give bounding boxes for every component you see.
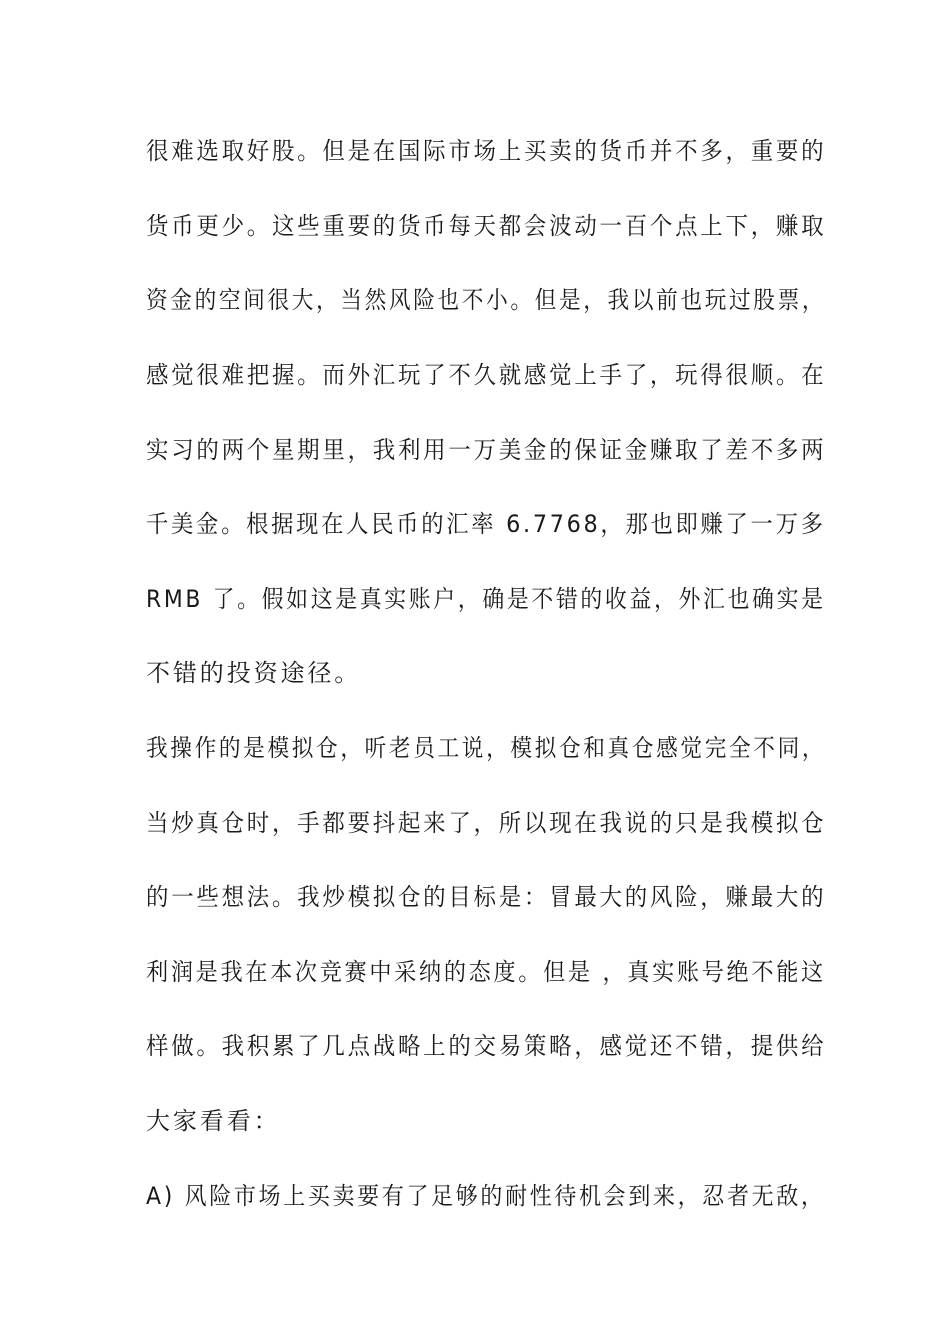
- text-line-3: 资金的空间很大，当然风险也不小。但是，我以前也玩过股票，: [146, 286, 827, 314]
- text-line-2: 货币更少。这些重要的货币每天都会波动一百个点上下，赚取: [146, 212, 827, 240]
- text-line-4: 感觉很难把握。而外汇玩了不久就感觉上手了，玩得很顺。在: [146, 361, 827, 389]
- text-line-11: 的一些想法。我炒模拟仓的目标是：冒最大的风险，赚最大的: [146, 883, 827, 911]
- text-line-8: 不错的投资途径。: [146, 659, 362, 687]
- text-line-9: 我操作的是模拟仓，听老员工说，模拟仓和真仓感觉完全不同，: [146, 734, 827, 762]
- text-line-6: 千美金。根据现在人民币的汇率 6.7768，那也即赚了一万多: [146, 510, 826, 538]
- text-line-5: 实习的两个星期里，我利用一万美金的保证金赚取了差不多两: [146, 436, 827, 464]
- text-line-7: RMB 了。假如这是真实账户，确是不错的收益，外汇也确实是: [146, 585, 826, 613]
- text-line-10: 当炒真仓时，手都要抖起来了，所以现在我说的只是我模拟仓: [146, 809, 827, 837]
- text-line-15: A) 风险市场上买卖要有了足够的耐性待机会到来，忍者无敌，: [146, 1182, 826, 1210]
- text-line-1: 很难选取好股。但是在国际市场上买卖的货币并不多，重要的: [146, 137, 827, 165]
- text-line-14: 大家看看：: [146, 1107, 281, 1135]
- text-line-12: 利润是我在本次竞赛中采纳的态度。但是 ，真实账号绝不能这: [146, 958, 826, 986]
- text-line-13: 样做。我积累了几点战略上的交易策略，感觉还不错，提供给: [146, 1032, 827, 1060]
